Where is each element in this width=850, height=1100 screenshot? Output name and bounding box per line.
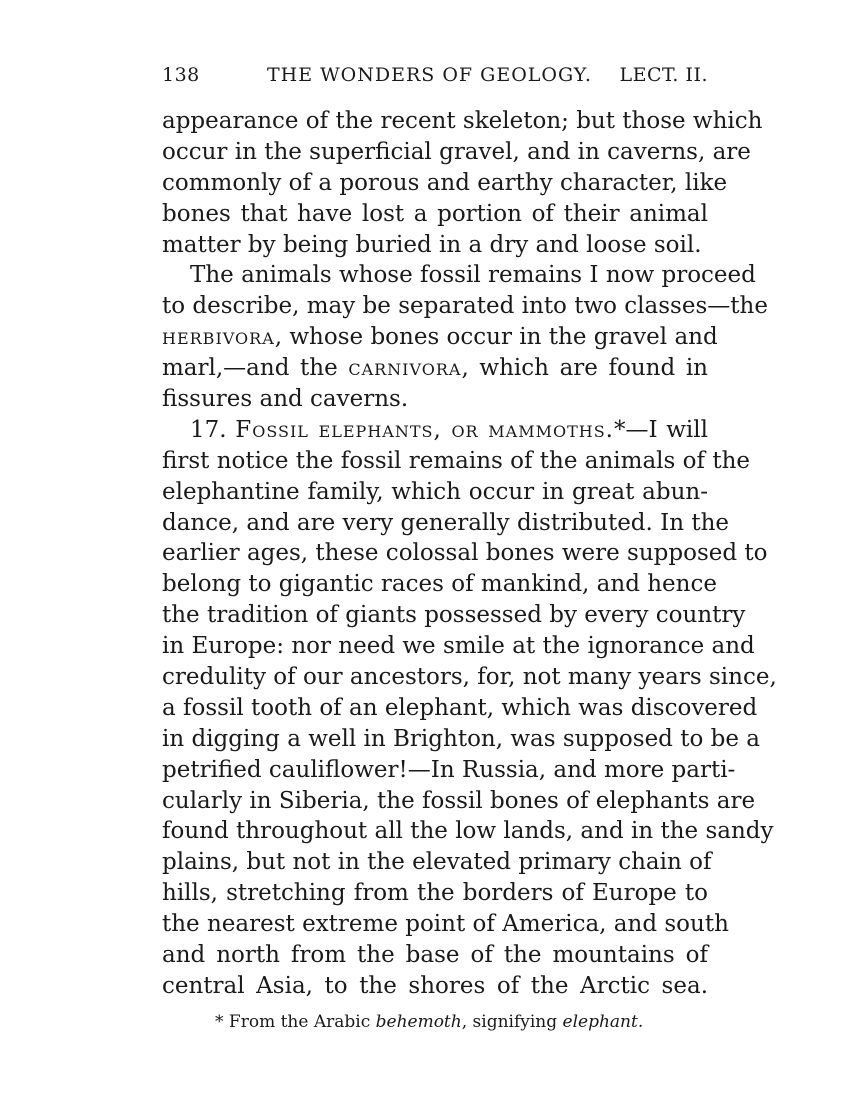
lecture-label: LECT. II. bbox=[619, 64, 708, 86]
text-line: dance, and are very generally distributed. In the bbox=[162, 509, 730, 536]
footnote-text: , signifying bbox=[461, 1012, 563, 1032]
text-fragment: *—I will bbox=[614, 416, 709, 443]
text-line: a fossil tooth of an elephant, which was discovered bbox=[162, 694, 758, 721]
text-line: petrified cauliflower!—In Russia, and more parti- bbox=[162, 756, 736, 783]
text-line: the nearest extreme point of America, and south bbox=[162, 911, 729, 938]
text-fragment: , which are found in bbox=[461, 355, 708, 382]
text-line: commonly of a porous and earthy character, like bbox=[162, 169, 728, 196]
text-line: in digging a well in Brighton, was supposed to be a bbox=[162, 725, 760, 752]
text-line: plains, but not in the elevated primary chain of bbox=[162, 849, 712, 876]
text-line: to describe, may be separated into two classes—the bbox=[162, 293, 768, 320]
text-line: credulity of our ancestors, for, not many years since, bbox=[162, 664, 777, 691]
section-heading-line bbox=[162, 415, 708, 446]
text-line-herbivora bbox=[162, 322, 718, 353]
text-line: in Europe: nor need we smile at the ignorance and bbox=[162, 633, 755, 660]
text-line: appearance of the recent skeleton; but those which bbox=[162, 108, 763, 134]
text-line: earlier ages, these colossal bones were supposed to bbox=[162, 540, 768, 567]
text-line: hills, stretching from the borders of Europe to bbox=[162, 880, 708, 907]
text-line: elephantine family, which occur in great abun- bbox=[162, 478, 708, 505]
running-title: THE WONDERS OF GEOLOGY. bbox=[267, 64, 592, 86]
text-line: cularly in Siberia, the fossil bones of elephants are bbox=[162, 787, 756, 814]
section-heading: Fossil elephants, or mammoths. bbox=[235, 416, 614, 443]
text-line: belong to gigantic races of mankind, and hence bbox=[162, 571, 717, 598]
footnote-meaning: elephant. bbox=[562, 1012, 644, 1032]
text-line: and north from the base of the mountains of bbox=[162, 942, 708, 969]
text-line: found throughout all the low lands, and in the sandy bbox=[162, 818, 774, 845]
text-line: fissures and caverns. bbox=[162, 386, 409, 413]
running-header bbox=[162, 60, 708, 94]
footnote bbox=[215, 1012, 715, 1032]
text-line: bones that have lost a portion of their animal bbox=[162, 200, 708, 227]
text-line-carnivora bbox=[162, 353, 708, 384]
footnote-text: From the Arabic bbox=[228, 1012, 376, 1032]
section-number: 17. bbox=[190, 416, 227, 443]
text-line: occur in the superficial gravel, and in caverns, are bbox=[162, 138, 751, 165]
page-number: 138 bbox=[162, 64, 200, 86]
body-text bbox=[162, 106, 777, 1002]
footnote-term: behemoth bbox=[375, 1012, 462, 1032]
text-line: The animals whose fossil remains I now proceed bbox=[190, 262, 756, 289]
text-line: the tradition of giants possessed by every country bbox=[162, 602, 746, 629]
text-fragment: , whose bones occur in the gravel and bbox=[274, 324, 718, 351]
text-line: central Asia, to the shores of the Arctic sea. bbox=[162, 972, 708, 999]
term-carnivora: carnivora bbox=[348, 355, 462, 382]
text-fragment: marl,—and the bbox=[162, 355, 349, 382]
text-line: matter by being buried in a dry and loose soil. bbox=[162, 231, 702, 258]
text-line: first notice the fossil remains of the animals of the bbox=[162, 447, 750, 474]
term-herbivora: herbivora bbox=[162, 324, 275, 351]
footnote-marker: * bbox=[215, 1012, 224, 1032]
